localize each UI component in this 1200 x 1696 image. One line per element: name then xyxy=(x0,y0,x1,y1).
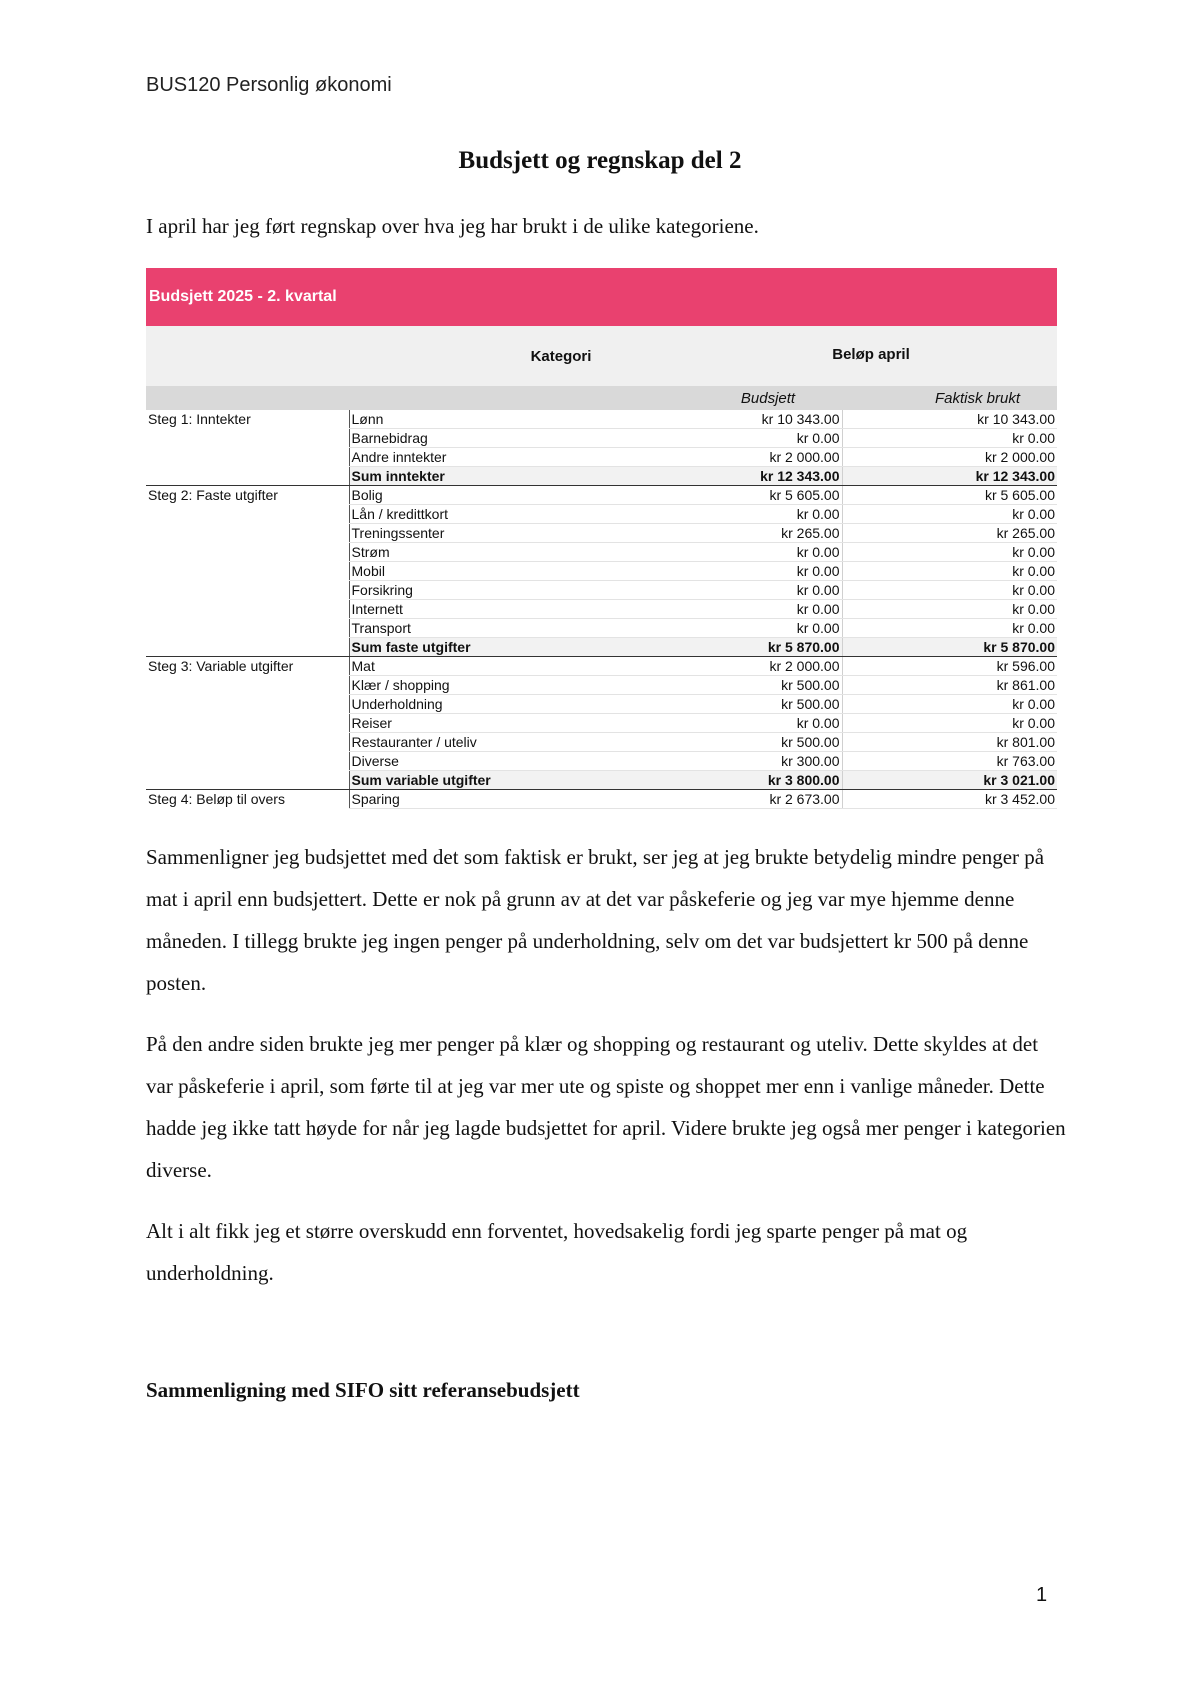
budget-cell: kr 2 000.00 xyxy=(629,448,842,467)
actual-cell: kr 0.00 xyxy=(842,505,1057,524)
actual-cell: kr 0.00 xyxy=(842,714,1057,733)
budget-spreadsheet xyxy=(146,268,1057,809)
actual-cell: kr 801.00 xyxy=(842,733,1057,752)
step-label: Steg 2: Faste utgifter xyxy=(148,487,278,504)
budget-cell: kr 12 343.00 xyxy=(629,467,842,486)
actual-cell: kr 0.00 xyxy=(842,581,1057,600)
category-cell: Bolig xyxy=(349,486,629,505)
budget-cell: kr 500.00 xyxy=(629,676,842,695)
actual-cell: kr 0.00 xyxy=(842,600,1057,619)
category-cell: Internett xyxy=(349,600,629,619)
budget-cell: kr 0.00 xyxy=(629,562,842,581)
actual-cell: kr 10 343.00 xyxy=(842,410,1057,429)
step-label xyxy=(146,448,349,467)
category-cell: Mobil xyxy=(349,562,629,581)
budget-cell: kr 5 870.00 xyxy=(629,638,842,657)
budget-cell: kr 0.00 xyxy=(629,543,842,562)
page-number: 1 xyxy=(1036,1584,1048,1606)
table-row xyxy=(146,486,1057,505)
category-cell: Klær / shopping xyxy=(349,676,629,695)
step-label xyxy=(146,619,349,638)
page-title: Budsjett og regnskap del 2 xyxy=(458,147,742,174)
budget-cell: kr 500.00 xyxy=(629,733,842,752)
budget-cell: kr 500.00 xyxy=(629,695,842,714)
actual-cell: kr 3 021.00 xyxy=(842,771,1057,790)
table-row xyxy=(146,505,1057,524)
section-heading: Sammenligning med SIFO sitt referansebudsjett xyxy=(146,1378,580,1402)
step-label xyxy=(146,581,349,600)
table-row xyxy=(146,638,1057,657)
category-cell: Strøm xyxy=(349,543,629,562)
table-row xyxy=(146,562,1057,581)
table-row xyxy=(146,619,1057,638)
actual-cell: kr 0.00 xyxy=(842,543,1057,562)
category-cell: Reiser xyxy=(349,714,629,733)
table-row xyxy=(146,600,1057,619)
actual-cell: kr 5 605.00 xyxy=(842,486,1057,505)
step-label xyxy=(146,733,349,752)
body-paragraph: Alt i alt fikk jeg et større overskudd enn forventet, hovedsakelig fordi jeg sparte penger på mat og underholdning. xyxy=(146,1219,968,1285)
budget-cell: kr 10 343.00 xyxy=(629,410,842,429)
table-row xyxy=(146,676,1057,695)
spreadsheet-subheader-row xyxy=(146,386,1057,410)
actual-cell: kr 861.00 xyxy=(842,676,1057,695)
table-row xyxy=(146,752,1057,771)
actual-cell: kr 0.00 xyxy=(842,429,1057,448)
budget-cell: kr 300.00 xyxy=(629,752,842,771)
budget-cell: kr 265.00 xyxy=(629,524,842,543)
step-label xyxy=(146,543,349,562)
budget-cell: kr 0.00 xyxy=(629,714,842,733)
table-row xyxy=(146,429,1057,448)
actual-cell: kr 0.00 xyxy=(842,695,1057,714)
step-label xyxy=(146,771,349,790)
category-cell: Transport xyxy=(349,619,629,638)
step-label xyxy=(146,638,349,657)
step-label xyxy=(146,695,349,714)
column-header-amount: Beløp april xyxy=(832,346,910,363)
table-row xyxy=(146,657,1057,676)
budget-cell: kr 0.00 xyxy=(629,429,842,448)
category-cell: Treningssenter xyxy=(349,524,629,543)
step-label: Steg 1: Inntekter xyxy=(148,411,251,428)
category-cell: Barnebidrag xyxy=(349,429,629,448)
budget-cell: kr 0.00 xyxy=(629,619,842,638)
category-cell: Lønn xyxy=(349,410,629,429)
budget-cell: kr 2 673.00 xyxy=(629,790,842,809)
table-row xyxy=(146,581,1057,600)
actual-cell: kr 265.00 xyxy=(842,524,1057,543)
table-row xyxy=(146,695,1057,714)
actual-cell: kr 596.00 xyxy=(842,657,1057,676)
step-label xyxy=(146,467,349,486)
step-label: Steg 4: Beløp til overs xyxy=(148,791,285,808)
category-cell: Sum inntekter xyxy=(349,467,629,486)
budget-cell: kr 0.00 xyxy=(629,505,842,524)
body-paragraph: På den andre siden brukte jeg mer penger på klær og shopping og restaurant og uteliv. Dette skyldes at det var påskeferie i april, som førte til at jeg var mer ute og spiste og shoppet mer enn i vanlige måneder. Dette hadde jeg ikke tatt høyde for når jeg lagde budsjettet for april. Videre brukte jeg også mer penger i kategorien diverse. xyxy=(146,1032,1066,1182)
document-header: BUS120 Personlig økonomi xyxy=(146,74,392,96)
column-header-category: Kategori xyxy=(530,348,592,365)
actual-cell: kr 763.00 xyxy=(842,752,1057,771)
category-cell: Sparing xyxy=(349,790,629,809)
category-cell: Mat xyxy=(349,657,629,676)
spreadsheet-banner: Budsjett 2025 - 2. kvartal xyxy=(146,268,1057,326)
actual-cell: kr 12 343.00 xyxy=(842,467,1057,486)
column-header-budget: Budsjett xyxy=(740,390,796,407)
spreadsheet-header-row xyxy=(146,326,1057,386)
step-label xyxy=(146,600,349,619)
category-cell: Andre inntekter xyxy=(349,448,629,467)
category-cell: Underholdning xyxy=(349,695,629,714)
step-label: Steg 3: Variable utgifter xyxy=(148,658,294,675)
table-row xyxy=(146,790,1057,809)
budget-cell: kr 0.00 xyxy=(629,581,842,600)
budget-table xyxy=(146,410,1057,809)
budget-cell: kr 0.00 xyxy=(629,600,842,619)
table-row xyxy=(146,543,1057,562)
step-label xyxy=(146,524,349,543)
table-row xyxy=(146,467,1057,486)
step-label xyxy=(146,505,349,524)
body-paragraph: Sammenligner jeg budsjettet med det som faktisk er brukt, ser jeg at jeg brukte betydelig mindre penger på mat i april enn budsjettert. Dette er nok på grunn av at det var påskeferie og jeg var mye hjemme denne måneden. I tillegg brukte jeg ingen penger på underholdning, selv om det var budsjettert kr 500 på denne posten. xyxy=(146,845,1045,995)
category-cell: Diverse xyxy=(349,752,629,771)
actual-cell: kr 0.00 xyxy=(842,562,1057,581)
table-row xyxy=(146,733,1057,752)
budget-cell: kr 3 800.00 xyxy=(629,771,842,790)
step-label xyxy=(146,752,349,771)
step-label xyxy=(146,429,349,448)
step-label xyxy=(146,714,349,733)
step-label xyxy=(146,562,349,581)
actual-cell: kr 5 870.00 xyxy=(842,638,1057,657)
table-row xyxy=(146,524,1057,543)
intro-paragraph: I april har jeg ført regnskap over hva jeg har brukt i de ulike kategoriene. xyxy=(146,214,759,238)
actual-cell: kr 3 452.00 xyxy=(842,790,1057,809)
actual-cell: kr 0.00 xyxy=(842,619,1057,638)
category-cell: Restauranter / uteliv xyxy=(349,733,629,752)
category-cell: Sum faste utgifter xyxy=(349,638,629,657)
category-cell: Forsikring xyxy=(349,581,629,600)
actual-cell: kr 2 000.00 xyxy=(842,448,1057,467)
budget-cell: kr 5 605.00 xyxy=(629,486,842,505)
category-cell: Lån / kredittkort xyxy=(349,505,629,524)
category-cell: Sum variable utgifter xyxy=(349,771,629,790)
column-header-actual: Faktisk brukt xyxy=(934,390,1021,407)
table-row xyxy=(146,410,1057,429)
budget-table-body xyxy=(146,410,1057,809)
table-row xyxy=(146,448,1057,467)
table-row xyxy=(146,714,1057,733)
step-label xyxy=(146,676,349,695)
budget-cell: kr 2 000.00 xyxy=(629,657,842,676)
table-row xyxy=(146,771,1057,790)
